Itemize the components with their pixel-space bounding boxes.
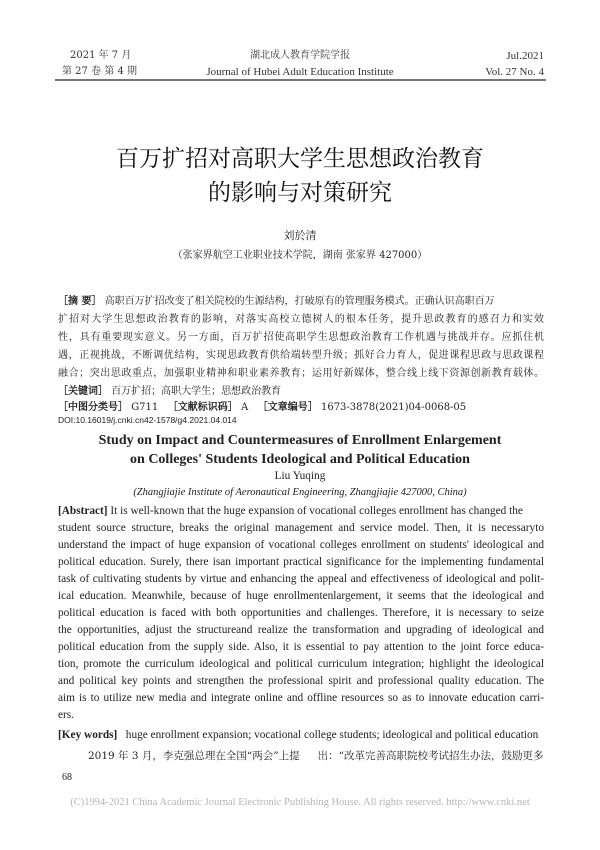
volume-en: Vol. 27 No. 4	[485, 66, 544, 78]
body-text-left: 2019 年 3 月，李克强总理在全国“两会”上提	[88, 750, 300, 762]
classification-row	[58, 398, 544, 413]
doc-code-value: A	[241, 402, 249, 413]
page-number: 68	[62, 772, 72, 783]
header-center	[185, 48, 415, 80]
abstract-en-line: ical education. Meanwhile, because of huge enrollmentenlargement, it seems that the ideological and	[58, 590, 544, 602]
affiliation: （张家界航空工业职业技术学院，湖南 张家界 427000）	[172, 250, 428, 261]
copyright-footer: (C)1994-2021 China Academic Journal Electronic Publishing House. All rights reserved. http://www.cnki.net	[70, 797, 530, 808]
keywords-en-text: huge enrollment expansion; vocational college students; ideological and political education	[125, 729, 539, 741]
header-rule	[55, 79, 546, 81]
abstract-cn-line: 性，具有重要现实意义。另一方面，百万扩招使高职学生思想政治教育工作机遇与挑战并存。应抓住机	[58, 332, 544, 343]
abstract-en-line: aim is to utilize new media and integrate online and offline resources so as to innovate education carri-	[58, 692, 544, 704]
abstract-en-line: task of cultivating students by virtue and enhancing the appeal and effectiveness of ideological and polit-	[58, 573, 544, 585]
doi[interactable]: DOI:10.16019/j.cnki.cn42-1578/g4.2021.04.014	[58, 415, 237, 425]
header-left	[62, 48, 137, 80]
abstract-en-line: the opportunities, adjust the structureand realize the transformation and upgrading of ideological and	[58, 624, 544, 636]
abstract-en-line: and political key points and strengthen the professional spirit and professional quality education. The	[58, 675, 544, 687]
title-en-line-1: Study on Impact and Countermeasures of Enrollment Enlargement	[98, 433, 502, 448]
abstract-cn-text: 高职百万扩招改变了相关院校的生源结构，打破原有的管理服务模式。正确认识高职百万	[104, 296, 495, 307]
keywords-en-row	[58, 729, 544, 741]
abstract-cn-line	[58, 292, 544, 307]
journal-name-cn: 湖北成人教育学院学报	[250, 50, 350, 61]
article-number-value: 1673-3878(2021)04-0068-05	[320, 402, 467, 413]
body-text-right: 出：“改革完善高职院校考试招生办法，鼓励更多	[317, 750, 544, 762]
title-line-2: 的影响与对策研究	[208, 180, 392, 206]
title-line-1: 百万扩招对高职大学生思想政治教育	[116, 146, 484, 172]
body-text-row	[62, 748, 544, 763]
title-en-line-2: on Colleges' Students Ideological and Political Education	[130, 452, 470, 467]
abstract-en-line: understand the impact of huge expansion of vocational colleges enrollment on students' ideological and	[58, 539, 544, 551]
abstract-en-label: [Abstract]	[58, 505, 108, 517]
abstract-en-line: political education. Surely, there isan important practical significance for the implementing fundamental	[58, 556, 544, 568]
clc-value: G711	[131, 402, 159, 413]
author: 刘於清	[283, 229, 317, 242]
abstract-en-line: student source structure, breaks the original management and service model. Then, it is necessaryto	[58, 522, 544, 534]
clc-label: ［中图分类号］	[58, 402, 128, 413]
abstract-en-text: It is well-known that the huge expansion of vocational colleges enrollment has changed the	[110, 505, 523, 517]
volume-cn: 第 27 卷 第 4 期	[62, 66, 137, 77]
abstract-en-line: political education from the supply side. Also, it is essential to pay attention to the joint force educa-	[58, 641, 544, 653]
doc-code-label: ［文献标识码］	[167, 402, 238, 413]
keywords-en-label: [Key words]	[58, 729, 118, 741]
article-number-label: ［文章编号］	[257, 402, 318, 413]
header-right	[485, 48, 544, 80]
issue-date-en: Jul.2021	[506, 50, 544, 62]
issue-date-cn: 2021 年 7 月	[70, 50, 132, 61]
abstract-cn-line: 扩招对大学生思想政治教育的影响，对落实高校立德树人的根本任务，提升思政教育的感召力和实效	[58, 314, 544, 325]
author-en: Liu Yuqing	[274, 470, 326, 482]
abstract-cn-label: ［摘 要］	[58, 296, 102, 307]
keywords-cn-row	[58, 382, 544, 397]
affiliation-en: (Zhangjiajie Institute of Aeronautical Engineering, Zhangjiajie 427000, China)	[133, 487, 467, 498]
abstract-cn-line: 遇，正视挑战，不断调优结构，实现思政教育供给端转型升级；抓好合力育人，促进课程思政与思政课程	[58, 350, 544, 361]
abstract-en-line: political education is faced with both opportunities and challenges. Therefore, it is necessary to seize	[58, 607, 544, 619]
abstract-en-line	[58, 505, 544, 517]
abstract-en-line: tion, promote the curriculum ideological and political curriculum integration; highlight the ideological	[58, 658, 544, 670]
journal-name-en: Journal of Hubei Adult Education Institute	[206, 66, 394, 78]
abstract-en-line: ers.	[58, 709, 74, 721]
keywords-cn-text: 百万扩招；高职大学生；思想政治教育	[111, 386, 282, 397]
keywords-cn-label: ［关键词］	[58, 386, 108, 397]
abstract-cn-line: 融合；突出思政重点，加强职业精神和职业素养教育；运用好新媒体，整合线上线下资源创新教育载体。	[58, 368, 544, 379]
